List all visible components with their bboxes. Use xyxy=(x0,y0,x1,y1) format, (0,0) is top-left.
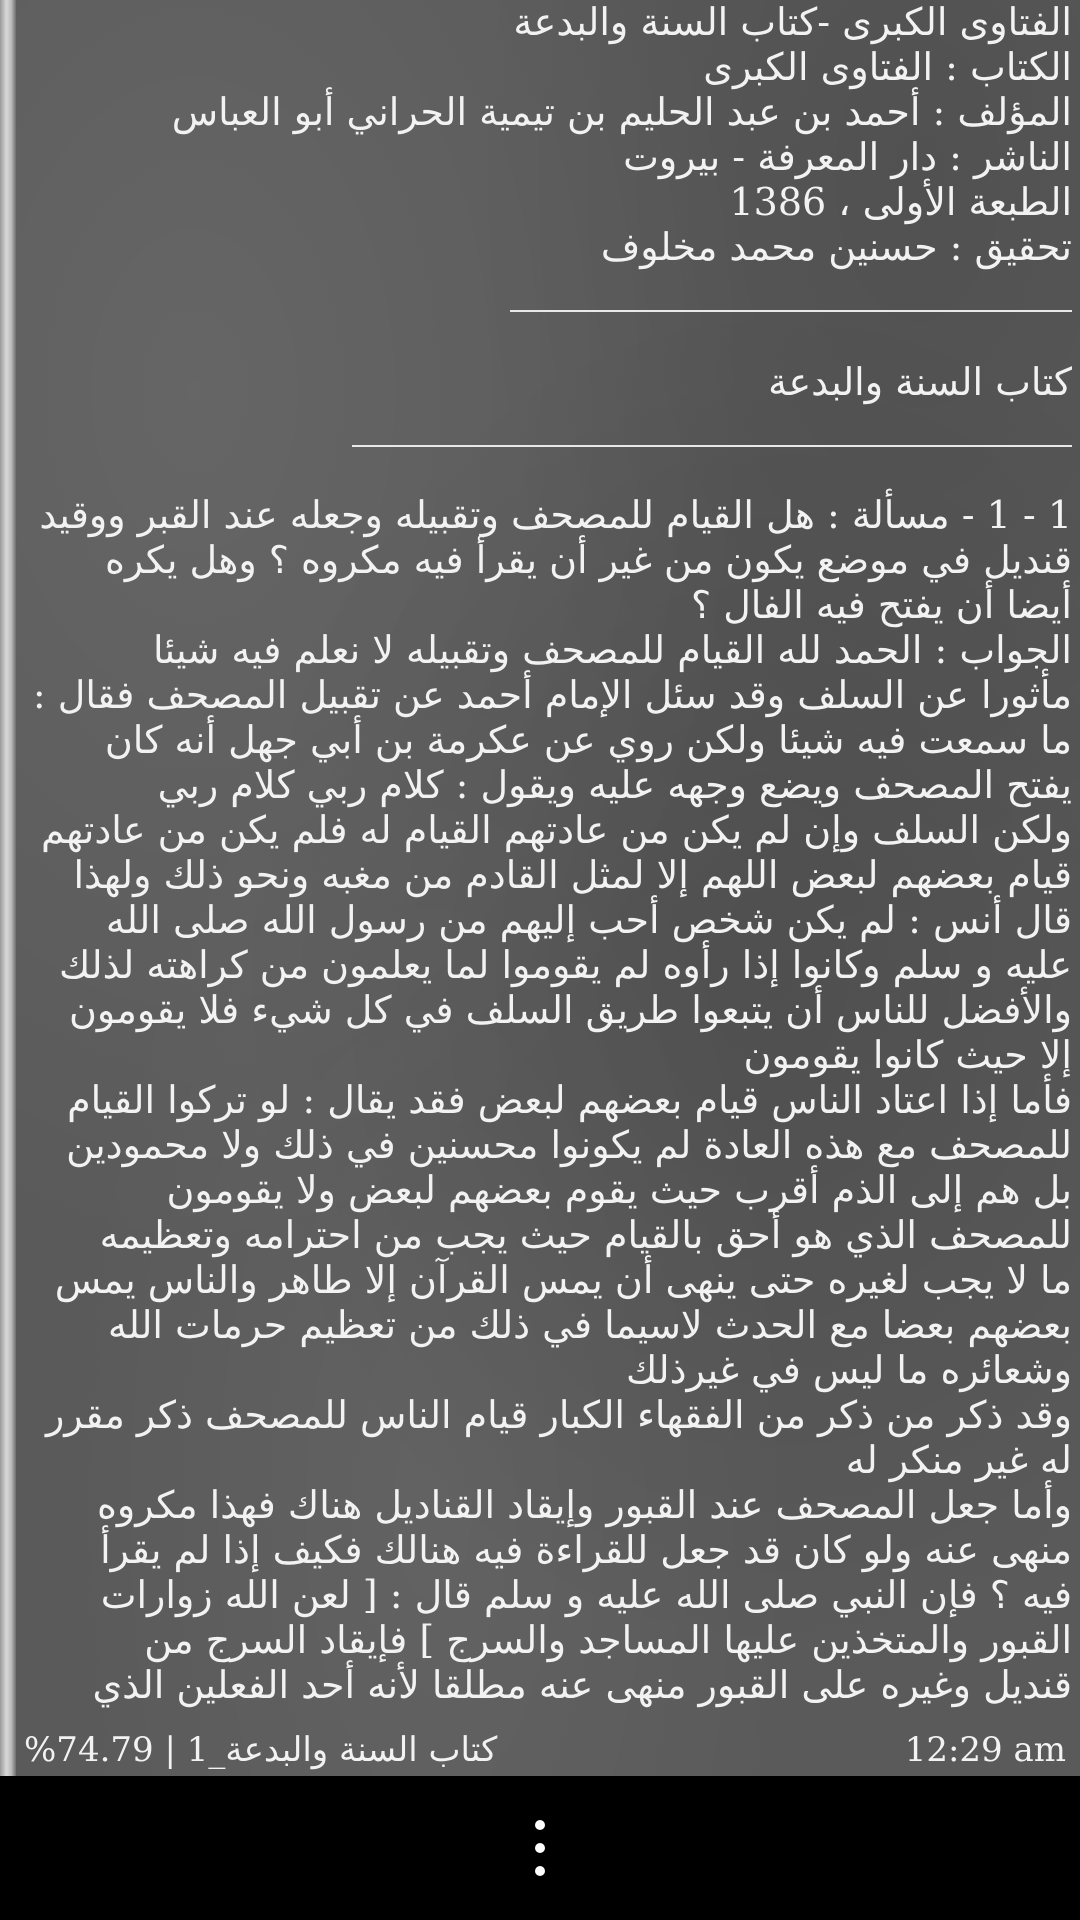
text-line: للمصحف مع هذه العادة لم يكونوا محسنين في ذلك ولا محمودين xyxy=(66,1123,1072,1167)
text-line: وشعائره ما ليس في غيرذلك xyxy=(626,1348,1072,1392)
page-curl-edge[interactable] xyxy=(0,0,16,1776)
text-line: بل هم إلى الذم أقرب حيث يقوم بعضهم لبعض ولا يقومون xyxy=(166,1168,1072,1212)
text-line: أيضا أن يفتح فيه الفال ؟ xyxy=(690,583,1072,627)
divider xyxy=(510,310,1072,312)
text-line: قنديل في موضع يكون من غير أن يقرأ فيه مكروه ؟ وهل يكره xyxy=(104,538,1072,582)
menu-dot xyxy=(535,1820,545,1830)
text-line: 1 - 1 - مسألة : هل القيام للمصحف وتقبيله وجعله عند القبر ووقيد xyxy=(39,493,1072,537)
reading-progress: %74.79 | كتاب السنة والبدعة_1 xyxy=(24,1730,498,1770)
book-info-line: الكتاب : الفتاوى الكبرى xyxy=(703,45,1072,89)
text-line: بعضهم بعضا مع الحدث لاسيما في ذلك من تعظيم حرمات الله xyxy=(107,1303,1072,1347)
text-line: القبور والمتخذين عليها المساجد والسرج ] فإيقاد السرج من xyxy=(144,1618,1072,1662)
divider xyxy=(352,445,1072,447)
book-info-line: الناشر : دار المعرفة - بيروت xyxy=(623,135,1072,179)
menu-dot xyxy=(535,1866,545,1876)
more-vertical-icon[interactable] xyxy=(520,1816,560,1880)
book-info-line: المؤلف : أحمد بن عبد الحليم بن تيمية الحراني أبو العباس xyxy=(171,90,1072,134)
text-line: مأثورا عن السلف وقد سئل الإمام أحمد عن تقبيل المصحف فقال : xyxy=(32,673,1072,717)
book-info-line: الطبعة الأولى ، 1386 xyxy=(729,180,1072,224)
text-line: منهى عنه ولو كان قد جعل للقراءة فيه هنالك فكيف إذا لم يقرأ xyxy=(100,1528,1072,1572)
text-line: وأما جعل المصحف عند القبور وإيقاد القناديل هناك فهذا مكروه xyxy=(96,1483,1072,1527)
page-content xyxy=(24,0,1072,1708)
text-line: الجواب : الحمد لله القيام للمصحف وتقبيله لا نعلم فيه شيئا xyxy=(152,628,1072,672)
text-line: وقد ذكر من ذكر من الفقهاء الكبار قيام الناس للمصحف ذكر مقرر xyxy=(45,1393,1072,1437)
menu-dot xyxy=(535,1843,545,1853)
status-bar xyxy=(24,1728,1066,1772)
book-info xyxy=(24,0,1072,270)
text-line: إلا حيث كانوا يقومون xyxy=(743,1033,1072,1077)
book-info-line: الفتاوى الكبرى -كتاب السنة والبدعة xyxy=(513,0,1072,44)
text-line: قيام بعضهم لبعض اللهم إلا لمثل القادم من مغبه ونحو ذلك ولهذا xyxy=(73,853,1072,897)
clock: 12:29 am xyxy=(904,1730,1066,1770)
body-text xyxy=(24,493,1072,1708)
text-line: يفتح المصحف ويضع وجهه عليه ويقول : كلام ربي كلام ربي xyxy=(157,763,1072,807)
text-line: ولكن السلف وإن لم يكن من عادتهم القيام له فلم يكن من عادتهم xyxy=(41,808,1072,852)
text-line: ما لا يجب لغيره حتى ينهى أن يمس القرآن إلا طاهر والناس يمس xyxy=(54,1258,1072,1302)
text-line: قنديل وغيره على القبور منهى عنه مطلقا لأنه أحد الفعلين الذي xyxy=(92,1663,1072,1707)
book-info-line: تحقيق : حسنين محمد مخلوف xyxy=(600,225,1072,269)
text-line: ما سمعت فيه شيئا ولكن روي عن عكرمة بن أبي جهل أنه كان xyxy=(104,718,1072,762)
text-line: فيه ؟ فإن النبي صلى الله عليه و سلم قال : [ لعن الله زوارات xyxy=(100,1573,1072,1617)
navigation-bar xyxy=(0,1776,1080,1920)
text-line: فأما إذا اعتاد الناس قيام بعضهم لبعض فقد يقال : لو تركوا القيام xyxy=(67,1078,1072,1122)
text-line: للمصحف الذي هو أحق بالقيام حيث يجب من احترامه وتعظيمه xyxy=(99,1213,1072,1257)
text-line: قال أنس : لم يكن شخص أحب إليهم من رسول الله صلى الله xyxy=(105,898,1072,942)
text-line: والأفضل للناس أن يتبعوا طريق السلف في كل شيء فلا يقومون xyxy=(68,988,1072,1032)
text-line: عليه و سلم وكانوا إذا رأوه لم يقوموا لما يعلمون من كراهته لذلك xyxy=(59,943,1072,987)
text-line: له غير منكر له xyxy=(845,1438,1072,1482)
chapter-title: كتاب السنة والبدعة xyxy=(768,360,1072,404)
